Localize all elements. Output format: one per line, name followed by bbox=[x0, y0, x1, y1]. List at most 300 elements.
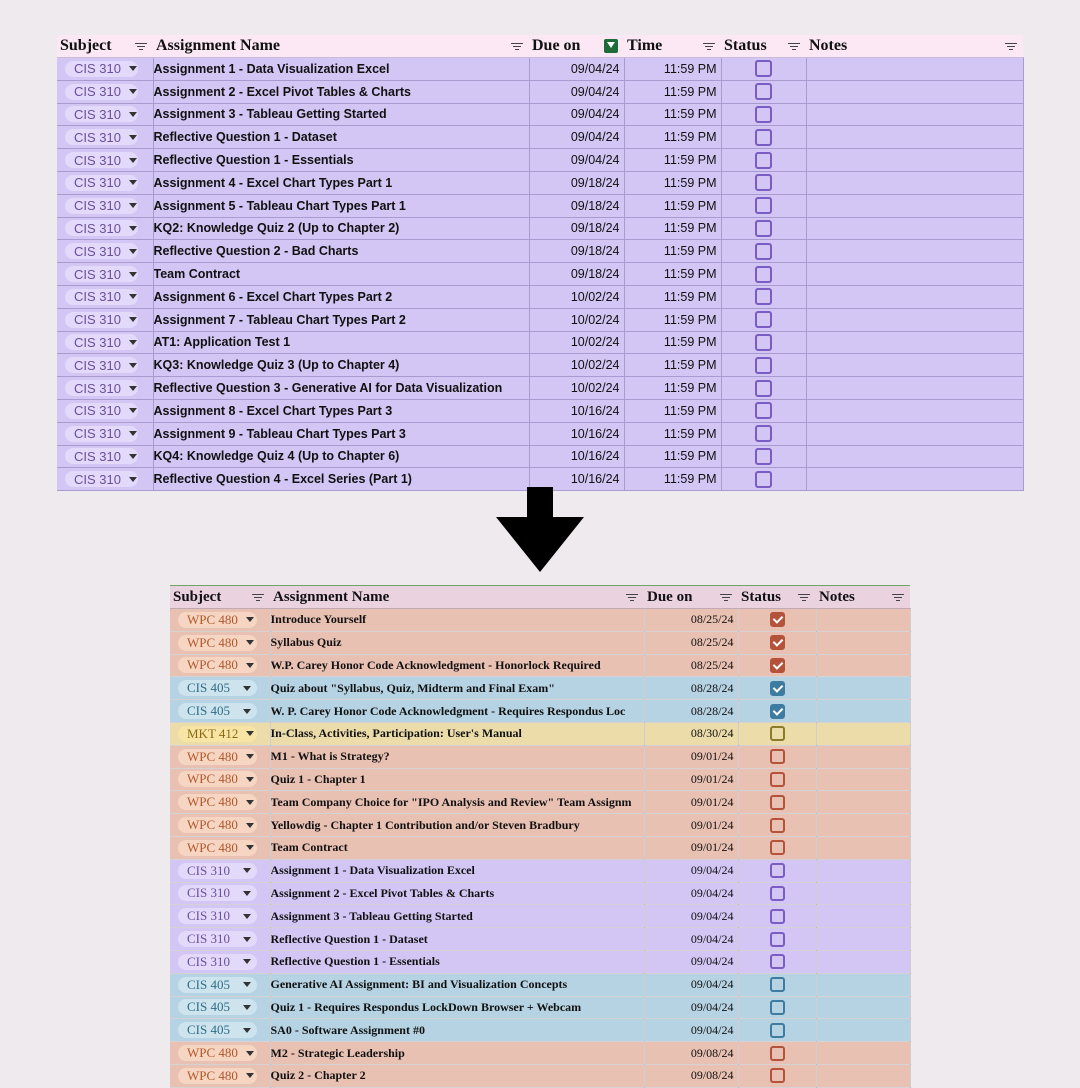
notes-cell[interactable] bbox=[816, 973, 910, 996]
notes-cell[interactable] bbox=[806, 217, 1023, 240]
header-subject[interactable] bbox=[57, 35, 153, 58]
checked-checkbox[interactable] bbox=[770, 681, 785, 696]
subject-dropdown-chip[interactable] bbox=[178, 635, 257, 651]
dropdown-caret-icon bbox=[243, 1028, 251, 1033]
status-checkbox[interactable] bbox=[755, 266, 772, 283]
notes-cell[interactable] bbox=[806, 285, 1023, 308]
assignment-name-cell[interactable]: Assignment 2 - Excel Pivot Tables & Charts bbox=[270, 882, 644, 905]
subject-cell bbox=[170, 1019, 270, 1042]
dropdown-caret-icon bbox=[129, 408, 137, 413]
notes-cell[interactable] bbox=[816, 859, 910, 882]
due-date-cell[interactable]: 09/01/24 bbox=[644, 814, 738, 837]
due-date-cell[interactable]: 08/25/24 bbox=[644, 631, 738, 654]
assignment-name-cell[interactable]: Reflective Question 1 - Dataset bbox=[270, 928, 644, 951]
subject-dropdown-chip[interactable] bbox=[178, 612, 257, 628]
subject-dropdown-chip[interactable] bbox=[65, 243, 138, 259]
due-date-cell[interactable]: 09/04/24 bbox=[644, 973, 738, 996]
notes-cell[interactable] bbox=[816, 1019, 910, 1042]
notes-cell[interactable] bbox=[806, 80, 1023, 103]
assignment-name-cell[interactable]: M2 - Strategic Leadership bbox=[270, 1042, 644, 1065]
due-date-cell[interactable]: 10/16/24 bbox=[529, 399, 624, 422]
time-cell[interactable]: 11:59 PM bbox=[624, 422, 721, 445]
due-date-cell[interactable]: 09/04/24 bbox=[644, 950, 738, 973]
notes-cell[interactable] bbox=[816, 905, 910, 928]
subject-dropdown-chip[interactable] bbox=[65, 380, 138, 396]
due-date-cell[interactable]: 08/25/24 bbox=[644, 654, 738, 677]
header-time[interactable] bbox=[624, 35, 721, 58]
subject-label: WPC 480 bbox=[187, 634, 238, 650]
dropdown-caret-icon bbox=[129, 317, 137, 322]
active-filter-icon[interactable] bbox=[604, 39, 618, 53]
table-row bbox=[170, 836, 910, 859]
assignment-name-cell[interactable]: Assignment 8 - Excel Chart Types Part 3 bbox=[153, 399, 529, 422]
time-cell[interactable]: 11:59 PM bbox=[624, 399, 721, 422]
header-due-on[interactable] bbox=[529, 35, 624, 58]
status-checkbox[interactable] bbox=[770, 1068, 785, 1083]
subject-dropdown-chip[interactable] bbox=[65, 175, 138, 191]
header-due-on[interactable] bbox=[644, 586, 738, 609]
notes-cell[interactable] bbox=[806, 422, 1023, 445]
subject-dropdown-chip[interactable] bbox=[178, 840, 257, 856]
assignment-name-cell[interactable]: Reflective Question 1 - Essentials bbox=[270, 950, 644, 973]
assignment-name-cell[interactable]: Assignment 2 - Excel Pivot Tables & Charts bbox=[153, 80, 529, 103]
status-checkbox[interactable] bbox=[770, 886, 785, 901]
due-date-cell[interactable]: 09/18/24 bbox=[529, 240, 624, 263]
assignment-name-cell[interactable]: Team Company Choice for "IPO Analysis and Review" Team Assignm bbox=[270, 791, 644, 814]
due-date-cell[interactable]: 09/04/24 bbox=[529, 58, 624, 81]
due-date-cell[interactable]: 10/02/24 bbox=[529, 377, 624, 400]
notes-cell[interactable] bbox=[806, 171, 1023, 194]
subject-dropdown-chip[interactable] bbox=[178, 703, 257, 719]
subject-dropdown-chip[interactable] bbox=[65, 84, 138, 100]
notes-cell[interactable] bbox=[806, 58, 1023, 81]
assignment-name-cell[interactable]: Reflective Question 4 - Excel Series (Part 1) bbox=[153, 468, 529, 491]
status-checkbox[interactable] bbox=[770, 1000, 785, 1015]
dropdown-caret-icon bbox=[129, 272, 137, 277]
bottom-table-body bbox=[170, 609, 910, 1088]
due-date-cell[interactable]: 09/04/24 bbox=[644, 1019, 738, 1042]
status-checkbox[interactable] bbox=[755, 471, 772, 488]
status-cell bbox=[738, 631, 816, 654]
due-date-cell[interactable]: 09/08/24 bbox=[644, 1042, 738, 1065]
assignment-name-cell[interactable]: Assignment 5 - Tableau Chart Types Part 1 bbox=[153, 194, 529, 217]
assignment-name-cell[interactable]: KQ4: Knowledge Quiz 4 (Up to Chapter 6) bbox=[153, 445, 529, 468]
header-label: Subject bbox=[60, 37, 112, 54]
subject-dropdown-chip[interactable] bbox=[65, 426, 138, 442]
time-cell[interactable]: 11:59 PM bbox=[624, 263, 721, 286]
time-cell[interactable]: 11:59 PM bbox=[624, 194, 721, 217]
assignment-name-cell[interactable]: W.P. Carey Honor Code Acknowledgment - Honorlock Required bbox=[270, 654, 644, 677]
subject-dropdown-chip[interactable] bbox=[178, 680, 257, 696]
due-date-cell[interactable]: 08/30/24 bbox=[644, 722, 738, 745]
assignment-name-cell[interactable]: W. P. Carey Honor Code Acknowledgment - Requires Respondus Loc bbox=[270, 700, 644, 723]
subject-dropdown-chip[interactable] bbox=[178, 749, 257, 765]
assignment-name-cell[interactable]: SA0 - Software Assignment #0 bbox=[270, 1019, 644, 1042]
filter-icon[interactable] bbox=[135, 43, 147, 51]
due-date-cell[interactable]: 09/04/24 bbox=[644, 859, 738, 882]
subject-dropdown-chip[interactable] bbox=[178, 817, 257, 833]
header-notes[interactable] bbox=[806, 35, 1023, 58]
table-row bbox=[170, 996, 910, 1019]
subject-dropdown-chip[interactable] bbox=[178, 771, 257, 787]
assignment-name-cell[interactable]: Reflective Question 3 - Generative AI for Data Visualization bbox=[153, 377, 529, 400]
notes-cell[interactable] bbox=[806, 240, 1023, 263]
due-date-cell[interactable]: 10/02/24 bbox=[529, 308, 624, 331]
checked-checkbox[interactable] bbox=[770, 612, 785, 627]
table-row bbox=[170, 768, 910, 791]
notes-cell[interactable] bbox=[806, 377, 1023, 400]
status-checkbox[interactable] bbox=[755, 152, 772, 169]
subject-dropdown-chip[interactable] bbox=[178, 657, 257, 673]
notes-cell[interactable] bbox=[806, 445, 1023, 468]
status-checkbox[interactable] bbox=[770, 954, 785, 969]
subject-dropdown-chip[interactable] bbox=[65, 448, 138, 464]
time-cell[interactable]: 11:59 PM bbox=[624, 126, 721, 149]
subject-label: CIS 310 bbox=[74, 175, 121, 191]
status-checkbox[interactable] bbox=[755, 220, 772, 237]
subject-dropdown-chip[interactable] bbox=[65, 312, 138, 328]
header-subject[interactable] bbox=[170, 586, 270, 609]
status-checkbox[interactable] bbox=[770, 909, 785, 924]
assignment-name-cell[interactable]: In-Class, Activities, Participation: User's Manual bbox=[270, 722, 644, 745]
due-date-cell[interactable]: 10/16/24 bbox=[529, 468, 624, 491]
subject-dropdown-chip[interactable] bbox=[65, 357, 138, 373]
notes-cell[interactable] bbox=[806, 308, 1023, 331]
subject-dropdown-chip[interactable] bbox=[178, 1022, 257, 1038]
notes-cell[interactable] bbox=[816, 631, 910, 654]
notes-cell[interactable] bbox=[806, 331, 1023, 354]
status-checkbox[interactable] bbox=[755, 448, 772, 465]
status-checkbox[interactable] bbox=[770, 795, 785, 810]
dropdown-caret-icon bbox=[129, 135, 137, 140]
assignment-name-cell[interactable]: Team Contract bbox=[270, 836, 644, 859]
header-assignment-name[interactable] bbox=[270, 586, 644, 609]
due-date-cell[interactable]: 08/28/24 bbox=[644, 677, 738, 700]
due-date-cell[interactable]: 10/02/24 bbox=[529, 285, 624, 308]
due-date-cell[interactable]: 09/18/24 bbox=[529, 217, 624, 240]
due-date-cell[interactable]: 09/18/24 bbox=[529, 171, 624, 194]
table-row bbox=[57, 149, 1023, 172]
status-cell bbox=[721, 331, 806, 354]
subject-label: CIS 310 bbox=[74, 471, 121, 487]
assignment-name-cell[interactable]: Reflective Question 2 - Bad Charts bbox=[153, 240, 529, 263]
status-cell bbox=[721, 445, 806, 468]
due-date-cell[interactable]: 10/16/24 bbox=[529, 445, 624, 468]
due-date-cell[interactable]: 09/08/24 bbox=[644, 1064, 738, 1087]
assignment-name-cell[interactable]: Assignment 3 - Tableau Getting Started bbox=[270, 905, 644, 928]
subject-dropdown-chip[interactable] bbox=[178, 794, 257, 810]
assignment-name-cell[interactable]: Generative AI Assignment: BI and Visualization Concepts bbox=[270, 973, 644, 996]
notes-cell[interactable] bbox=[816, 654, 910, 677]
header-status[interactable] bbox=[738, 586, 816, 609]
subject-cell bbox=[57, 399, 153, 422]
status-checkbox[interactable] bbox=[755, 402, 772, 419]
checked-checkbox[interactable] bbox=[770, 658, 785, 673]
time-cell[interactable]: 11:59 PM bbox=[624, 468, 721, 491]
status-checkbox[interactable] bbox=[755, 129, 772, 146]
status-checkbox[interactable] bbox=[770, 772, 785, 787]
subject-dropdown-chip[interactable] bbox=[65, 334, 138, 350]
filter-icon[interactable] bbox=[788, 43, 800, 51]
checked-checkbox[interactable] bbox=[770, 704, 785, 719]
status-checkbox[interactable] bbox=[770, 932, 785, 947]
status-checkbox[interactable] bbox=[770, 863, 785, 878]
header-label: Due on bbox=[532, 37, 581, 54]
status-checkbox[interactable] bbox=[770, 840, 785, 855]
subject-cell bbox=[170, 973, 270, 996]
notes-cell[interactable] bbox=[816, 791, 910, 814]
time-cell[interactable]: 11:59 PM bbox=[624, 149, 721, 172]
status-cell bbox=[721, 263, 806, 286]
header-notes[interactable] bbox=[816, 586, 910, 609]
subject-dropdown-chip[interactable] bbox=[178, 885, 257, 901]
status-cell bbox=[738, 950, 816, 973]
status-cell bbox=[738, 859, 816, 882]
notes-cell[interactable] bbox=[806, 468, 1023, 491]
due-date-cell[interactable]: 09/04/24 bbox=[644, 996, 738, 1019]
subject-dropdown-chip[interactable] bbox=[178, 908, 257, 924]
due-date-cell[interactable]: 10/02/24 bbox=[529, 331, 624, 354]
assignment-name-cell[interactable]: KQ3: Knowledge Quiz 3 (Up to Chapter 4) bbox=[153, 354, 529, 377]
checked-checkbox[interactable] bbox=[770, 635, 785, 650]
subject-dropdown-chip[interactable] bbox=[65, 403, 138, 419]
subject-cell bbox=[57, 194, 153, 217]
subject-dropdown-chip[interactable] bbox=[178, 863, 257, 879]
dropdown-caret-icon bbox=[246, 754, 254, 759]
assignment-name-cell[interactable]: Quiz 2 - Chapter 2 bbox=[270, 1064, 644, 1087]
due-date-cell[interactable]: 10/02/24 bbox=[529, 354, 624, 377]
subject-dropdown-chip[interactable] bbox=[178, 1045, 257, 1061]
subject-cell bbox=[170, 882, 270, 905]
table-row bbox=[57, 308, 1023, 331]
time-cell[interactable]: 11:59 PM bbox=[624, 80, 721, 103]
subject-dropdown-chip[interactable] bbox=[65, 220, 138, 236]
table-row bbox=[57, 422, 1023, 445]
status-checkbox[interactable] bbox=[755, 174, 772, 191]
due-date-cell[interactable]: 09/04/24 bbox=[529, 126, 624, 149]
subject-label: CIS 310 bbox=[74, 106, 121, 122]
subject-cell bbox=[57, 354, 153, 377]
due-date-cell[interactable]: 09/04/24 bbox=[644, 928, 738, 951]
notes-cell[interactable] bbox=[816, 882, 910, 905]
notes-cell[interactable] bbox=[816, 768, 910, 791]
assignment-name-cell[interactable]: Assignment 4 - Excel Chart Types Part 1 bbox=[153, 171, 529, 194]
subject-label: CIS 310 bbox=[74, 198, 121, 214]
dropdown-caret-icon bbox=[243, 914, 251, 919]
table-row bbox=[170, 700, 910, 723]
filter-icon[interactable] bbox=[1005, 43, 1017, 51]
time-cell[interactable]: 11:59 PM bbox=[624, 171, 721, 194]
table-row bbox=[57, 103, 1023, 126]
header-label: Assignment Name bbox=[273, 588, 390, 605]
subject-dropdown-chip[interactable] bbox=[65, 198, 138, 214]
subject-dropdown-chip[interactable] bbox=[178, 1068, 257, 1084]
status-cell bbox=[738, 722, 816, 745]
status-checkbox[interactable] bbox=[755, 357, 772, 374]
due-date-cell[interactable]: 09/01/24 bbox=[644, 836, 738, 859]
status-checkbox[interactable] bbox=[755, 334, 772, 351]
notes-cell[interactable] bbox=[816, 722, 910, 745]
subject-dropdown-chip[interactable] bbox=[178, 954, 257, 970]
time-cell[interactable]: 11:59 PM bbox=[624, 308, 721, 331]
header-assignment-name[interactable] bbox=[153, 35, 529, 58]
due-date-cell[interactable]: 09/01/24 bbox=[644, 745, 738, 768]
due-date-cell[interactable]: 09/04/24 bbox=[644, 882, 738, 905]
filter-icon[interactable] bbox=[511, 43, 523, 51]
assignment-name-cell[interactable]: AT1: Application Test 1 bbox=[153, 331, 529, 354]
notes-cell[interactable] bbox=[806, 354, 1023, 377]
status-checkbox[interactable] bbox=[755, 311, 772, 328]
assignment-name-cell[interactable]: Reflective Question 1 - Dataset bbox=[153, 126, 529, 149]
subject-dropdown-chip[interactable] bbox=[65, 129, 138, 145]
dropdown-caret-icon bbox=[129, 477, 137, 482]
assignment-name-cell[interactable]: Introduce Yourself bbox=[270, 609, 644, 632]
subject-cell bbox=[170, 996, 270, 1019]
table-row bbox=[170, 950, 910, 973]
dropdown-caret-icon bbox=[129, 89, 137, 94]
assignment-name-cell[interactable]: Quiz about "Syllabus, Quiz, Midterm and Final Exam" bbox=[270, 677, 644, 700]
time-cell[interactable]: 11:59 PM bbox=[624, 240, 721, 263]
status-cell bbox=[738, 905, 816, 928]
notes-cell[interactable] bbox=[806, 194, 1023, 217]
due-date-cell[interactable]: 09/04/24 bbox=[529, 80, 624, 103]
time-cell[interactable]: 11:59 PM bbox=[624, 285, 721, 308]
status-checkbox[interactable] bbox=[770, 1046, 785, 1061]
status-cell bbox=[738, 768, 816, 791]
table-row bbox=[170, 859, 910, 882]
status-checkbox[interactable] bbox=[755, 288, 772, 305]
time-cell[interactable]: 11:59 PM bbox=[624, 377, 721, 400]
subject-dropdown-chip[interactable] bbox=[178, 931, 257, 947]
assignment-name-cell[interactable]: Team Contract bbox=[153, 263, 529, 286]
subject-dropdown-chip[interactable] bbox=[65, 266, 138, 282]
subject-dropdown-chip[interactable] bbox=[65, 471, 138, 487]
status-checkbox[interactable] bbox=[770, 977, 785, 992]
status-checkbox[interactable] bbox=[755, 243, 772, 260]
notes-cell[interactable] bbox=[816, 677, 910, 700]
assignment-name-cell[interactable]: Quiz 1 - Chapter 1 bbox=[270, 768, 644, 791]
assignment-name-cell[interactable]: Yellowdig - Chapter 1 Contribution and/or Steven Bradbury bbox=[270, 814, 644, 837]
status-checkbox[interactable] bbox=[755, 425, 772, 442]
status-cell bbox=[721, 377, 806, 400]
due-date-cell[interactable]: 08/25/24 bbox=[644, 609, 738, 632]
notes-cell[interactable] bbox=[816, 700, 910, 723]
subject-cell bbox=[170, 609, 270, 632]
assignment-name-cell[interactable]: Quiz 1 - Requires Respondus LockDown Browser + Webcam bbox=[270, 996, 644, 1019]
header-status[interactable] bbox=[721, 35, 806, 58]
status-checkbox[interactable] bbox=[755, 197, 772, 214]
table-row bbox=[57, 331, 1023, 354]
filter-icon[interactable] bbox=[720, 594, 732, 602]
time-cell[interactable]: 11:59 PM bbox=[624, 354, 721, 377]
subject-dropdown-chip[interactable] bbox=[65, 61, 138, 77]
due-date-cell[interactable]: 09/04/24 bbox=[529, 103, 624, 126]
due-date-cell[interactable]: 09/18/24 bbox=[529, 194, 624, 217]
notes-cell[interactable] bbox=[806, 399, 1023, 422]
notes-cell[interactable] bbox=[816, 836, 910, 859]
subject-dropdown-chip[interactable] bbox=[178, 999, 257, 1015]
time-cell[interactable]: 11:59 PM bbox=[624, 103, 721, 126]
notes-cell[interactable] bbox=[816, 1064, 910, 1087]
assignment-name-cell[interactable]: Assignment 1 - Data Visualization Excel bbox=[270, 859, 644, 882]
assignment-name-cell[interactable]: Assignment 9 - Tableau Chart Types Part 3 bbox=[153, 422, 529, 445]
notes-cell[interactable] bbox=[806, 126, 1023, 149]
assignment-name-cell[interactable]: Assignment 3 - Tableau Getting Started bbox=[153, 103, 529, 126]
assignment-name-cell[interactable]: Assignment 1 - Data Visualization Excel bbox=[153, 58, 529, 81]
status-checkbox[interactable] bbox=[770, 749, 785, 764]
filter-icon[interactable] bbox=[252, 594, 264, 602]
notes-cell[interactable] bbox=[806, 103, 1023, 126]
due-date-cell[interactable]: 08/28/24 bbox=[644, 700, 738, 723]
time-cell[interactable]: 11:59 PM bbox=[624, 331, 721, 354]
notes-cell[interactable] bbox=[816, 814, 910, 837]
dropdown-caret-icon bbox=[243, 982, 251, 987]
time-cell[interactable]: 11:59 PM bbox=[624, 445, 721, 468]
dropdown-caret-icon bbox=[129, 431, 137, 436]
subject-dropdown-chip[interactable] bbox=[178, 726, 257, 742]
assignment-name-cell[interactable]: Assignment 7 - Tableau Chart Types Part 2 bbox=[153, 308, 529, 331]
status-checkbox[interactable] bbox=[770, 818, 785, 833]
notes-cell[interactable] bbox=[816, 928, 910, 951]
notes-cell[interactable] bbox=[816, 996, 910, 1019]
table-row bbox=[57, 126, 1023, 149]
due-date-cell[interactable]: 10/16/24 bbox=[529, 422, 624, 445]
due-date-cell[interactable]: 09/01/24 bbox=[644, 768, 738, 791]
notes-cell[interactable] bbox=[816, 745, 910, 768]
due-date-cell[interactable]: 09/01/24 bbox=[644, 791, 738, 814]
notes-cell[interactable] bbox=[816, 1042, 910, 1065]
status-checkbox[interactable] bbox=[755, 106, 772, 123]
table-row bbox=[170, 1019, 910, 1042]
time-cell[interactable]: 11:59 PM bbox=[624, 217, 721, 240]
status-checkbox[interactable] bbox=[755, 60, 772, 77]
status-cell bbox=[721, 285, 806, 308]
status-checkbox[interactable] bbox=[755, 380, 772, 397]
due-date-cell[interactable]: 09/04/24 bbox=[529, 149, 624, 172]
status-checkbox[interactable] bbox=[755, 83, 772, 100]
filter-icon[interactable] bbox=[892, 594, 904, 602]
due-date-cell[interactable]: 09/18/24 bbox=[529, 263, 624, 286]
notes-cell[interactable] bbox=[806, 263, 1023, 286]
assignment-name-cell[interactable]: Assignment 6 - Excel Chart Types Part 2 bbox=[153, 285, 529, 308]
notes-cell[interactable] bbox=[816, 950, 910, 973]
subject-dropdown-chip[interactable] bbox=[65, 152, 138, 168]
assignment-name-cell[interactable]: Syllabus Quiz bbox=[270, 631, 644, 654]
filter-icon[interactable] bbox=[798, 594, 810, 602]
filter-icon[interactable] bbox=[626, 594, 638, 602]
subject-dropdown-chip[interactable] bbox=[65, 289, 138, 305]
subject-dropdown-chip[interactable] bbox=[65, 106, 138, 122]
time-cell[interactable]: 11:59 PM bbox=[624, 58, 721, 81]
notes-cell[interactable] bbox=[806, 149, 1023, 172]
filter-icon[interactable] bbox=[703, 43, 715, 51]
dropdown-caret-icon bbox=[246, 640, 254, 645]
header-label: Notes bbox=[809, 37, 848, 54]
subject-dropdown-chip[interactable] bbox=[178, 977, 257, 993]
subject-label: WPC 480 bbox=[187, 794, 238, 810]
notes-cell[interactable] bbox=[816, 609, 910, 632]
assignment-name-cell[interactable]: M1 - What is Strategy? bbox=[270, 745, 644, 768]
dropdown-caret-icon bbox=[243, 686, 251, 691]
table-row bbox=[57, 377, 1023, 400]
assignment-name-cell[interactable]: Reflective Question 1 - Essentials bbox=[153, 149, 529, 172]
status-checkbox[interactable] bbox=[770, 1023, 785, 1038]
status-checkbox[interactable] bbox=[770, 726, 785, 741]
table-row bbox=[170, 722, 910, 745]
due-date-cell[interactable]: 09/04/24 bbox=[644, 905, 738, 928]
assignment-name-cell[interactable]: KQ2: Knowledge Quiz 2 (Up to Chapter 2) bbox=[153, 217, 529, 240]
dropdown-caret-icon bbox=[129, 386, 137, 391]
